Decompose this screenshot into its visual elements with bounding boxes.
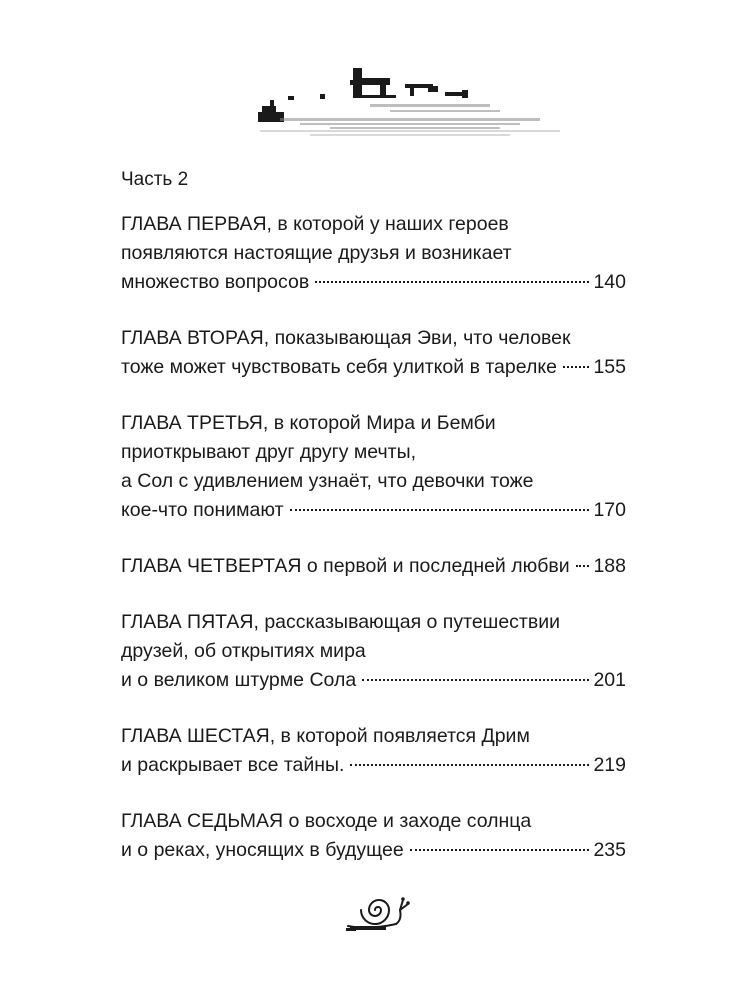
toc-entry-last-line (121, 496, 626, 525)
toc-entry-last-line (121, 268, 626, 297)
toc-entry-text: тоже может чувствовать себя улиткой в тарелке (121, 356, 557, 378)
toc-page-number: 219 (593, 754, 626, 776)
dot-leader (290, 509, 590, 511)
toc-page-number: 155 (593, 356, 626, 378)
table-of-contents (121, 210, 626, 892)
toc-entry-text: и о великом штурме Сола (121, 669, 357, 691)
toc-entry (121, 324, 626, 382)
toc-entry-line: ГЛАВА ПЯТАЯ, рассказывающая о путешествии (121, 611, 560, 633)
toc-entry (121, 608, 626, 695)
toc-entry-line: ГЛАВА СЕДЬМАЯ о восходе и заходе солнца (121, 810, 532, 832)
toc-entry-line: ГЛАВА ВТОРАЯ, показывающая Эви, что человек (121, 327, 571, 349)
toc-entry (121, 807, 626, 865)
toc-entry (121, 210, 626, 297)
toc-entry-text: множество вопросов (121, 271, 310, 293)
toc-entry-last-line (121, 836, 626, 865)
toc-page-number: 188 (593, 555, 626, 577)
toc-page-number: 201 (593, 669, 626, 691)
toc-entry-line: ГЛАВА ТРЕТЬЯ, в которой Мира и Бемби (121, 412, 496, 434)
toc-entry-line: приоткрывают друг другу мечты, (121, 441, 417, 463)
toc-entry-line: ГЛАВА ПЕРВАЯ, в которой у наших героев (121, 213, 509, 235)
toc-entry (121, 409, 626, 525)
toc-entry-last-line (121, 666, 626, 695)
toc-page-number: 140 (593, 271, 626, 293)
dot-leader (576, 565, 590, 567)
toc-entry-text: и раскрывает все тайны. (121, 754, 345, 776)
toc-entry-text: кое-что понимают (121, 499, 284, 521)
dot-leader (563, 366, 590, 368)
toc-entry (121, 722, 626, 780)
toc-entry-text: ГЛАВА ЧЕТВЕРТАЯ о первой и последней любви (121, 555, 570, 577)
toc-entry-line: друзей, об открытиях мира (121, 640, 366, 662)
toc-entry-text: и о реках, уносящих в будущее (121, 839, 404, 861)
toc-entry-last-line (121, 353, 626, 382)
dot-leader (410, 849, 590, 851)
part-title: Часть 2 (121, 169, 189, 190)
toc-page-number: 170 (593, 499, 626, 521)
snail-icon (340, 880, 412, 940)
toc-entry-line: а Сол с удивлением узнаёт, что девочки тоже (121, 470, 534, 492)
toc-entry-line: появляются настоящие друзья и возникает (121, 242, 512, 264)
dot-leader (350, 764, 589, 766)
dot-leader (315, 281, 589, 283)
toc-entry-line: ГЛАВА ШЕСТАЯ, в которой появляется Дрим (121, 725, 530, 747)
toc-entry (121, 552, 626, 581)
toc-entry-last-line (121, 751, 626, 780)
toc-page-number: 235 (593, 839, 626, 861)
city-skyline-illustration (240, 60, 570, 150)
dot-leader (362, 679, 589, 681)
toc-entry-last-line (121, 552, 626, 581)
